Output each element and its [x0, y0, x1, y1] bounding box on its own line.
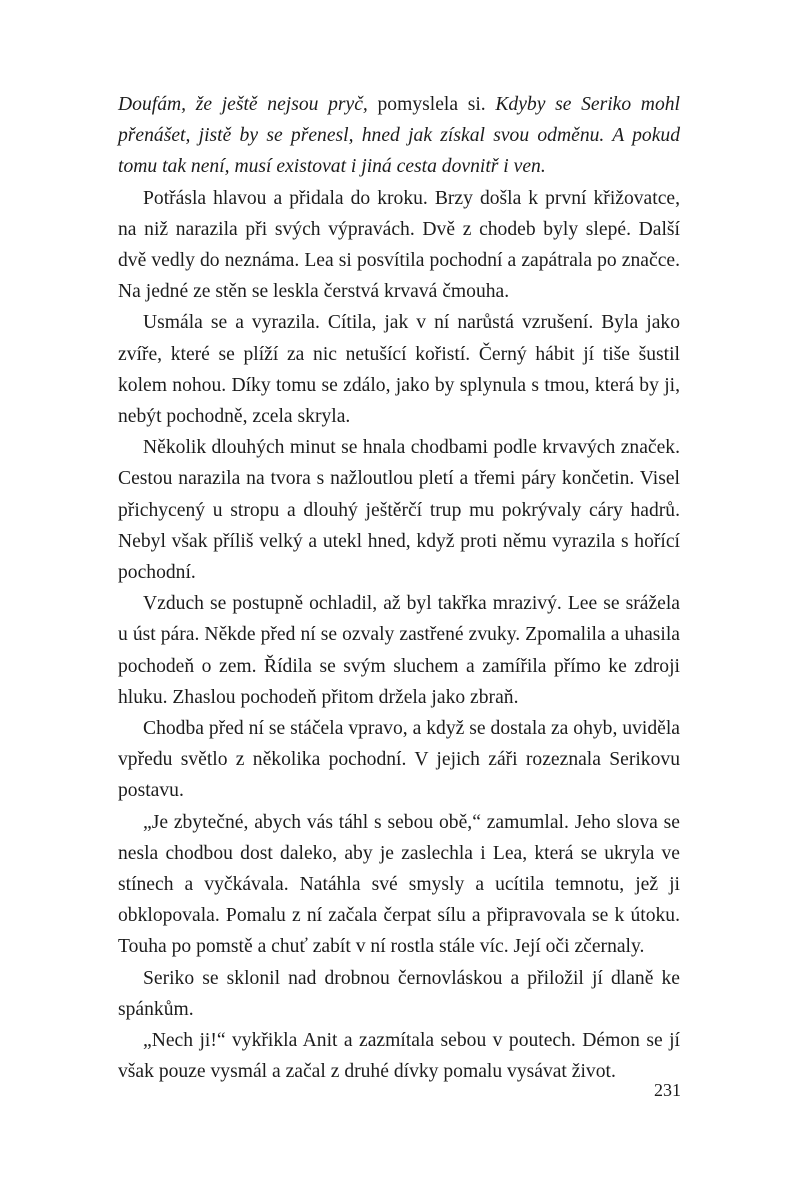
paragraph: [118, 432, 680, 588]
paragraph: [118, 807, 680, 963]
text-segment: „Je zbytečné, abych vás táhl s sebou obě,“ zamumlal. Jeho slova se nesla chodbou dost daleko, aby je zaslechla i Lea, která se ukryla ve stínech a vyčkávala. Natáhla své smysly a ucítila temnotu, jež ji obklopovala. Pomalu z ní začala čerpat sílu a připravovala se k útoku. Touha po pomstě a chuť zabít v ní rostla stále víc. Její oči zčernaly.: [118, 811, 680, 958]
paragraph: [118, 183, 680, 308]
text-segment: Chodba před ní se stáčela vpravo, a když se dostala za ohyb, uviděla vpředu světlo z několika pochodní. V jejich záři rozeznala Serikovu postavu.: [118, 718, 680, 802]
paragraph: [118, 588, 680, 713]
paragraph: [118, 1025, 680, 1087]
paragraph: [118, 89, 680, 183]
text-segment: pomyslela si.: [367, 94, 496, 115]
text-segment: Seriko se sklonil nad drobnou černovláskou a přiložil jí dlaně ke spánkům.: [118, 967, 680, 1020]
text-segment: Potřásla hlavou a přidala do kroku. Brzy došla k první křižovatce, na niž narazila při svých výpravách. Dvě z chodeb byly slepé. Další dvě vedly do neznáma. Lea si posvítila pochodní a zapátrala po značce. Na jedné ze stěn se leskla čerstvá krvavá čmouha.: [118, 187, 680, 303]
page-number: 231: [654, 1080, 681, 1100]
text-segment: Několik dlouhých minut se hnala chodbami podle krvavých značek. Cestou narazila na tvora s nažloutlou pletí a třemi páry končetin. Visel přichycený u stropu a dlouhý ještěrčí trup mu pokrývaly cáry hadrů. Nebyl však příliš velký a utekl hned, když proti němu vyrazila s hořící pochodní.: [118, 437, 680, 584]
paragraph: [118, 307, 680, 432]
text-segment: Usmála se a vyrazila. Cítila, jak v ní narůstá vzrušení. Byla jako zvíře, které se plíží za nic netušící kořistí. Černý hábit jí tiše šustil kolem nohou. Díky tomu se zdálo, jako by splynula s tmou, která by ji, nebýt pochodně, zcela skryla.: [118, 312, 680, 428]
italic-text: Kdyby se Seriko mohl přenášet, jistě by se přenesl, hned jak získal svou odměnu. A pokud tomu tak není, musí existovat i jiná cesta dovnitř i ven.: [118, 94, 680, 178]
body-text: [118, 89, 680, 1088]
text-segment: „Nech ji!“ vykřikla Anit a zazmítala sebou v poutech. Démon se jí však pouze vysmál a začal z druhé dívky pomalu vysávat život.: [118, 1030, 680, 1083]
italic-text: Doufám, že ještě nejsou pryč,: [118, 94, 368, 115]
text-segment: Vzduch se postupně ochladil, až byl takřka mrazivý. Lee se srážela u úst pára. Někde před ní se ozvaly zastřené zvuky. Zpomalila a uhasila pochodeň o zem. Řídila se svým sluchem a zamířila přímo ke zdroji hluku. Zhaslou pochodeň přitom držela jako zbraň.: [118, 593, 680, 708]
paragraph: [118, 713, 680, 807]
paragraph: [118, 963, 680, 1025]
